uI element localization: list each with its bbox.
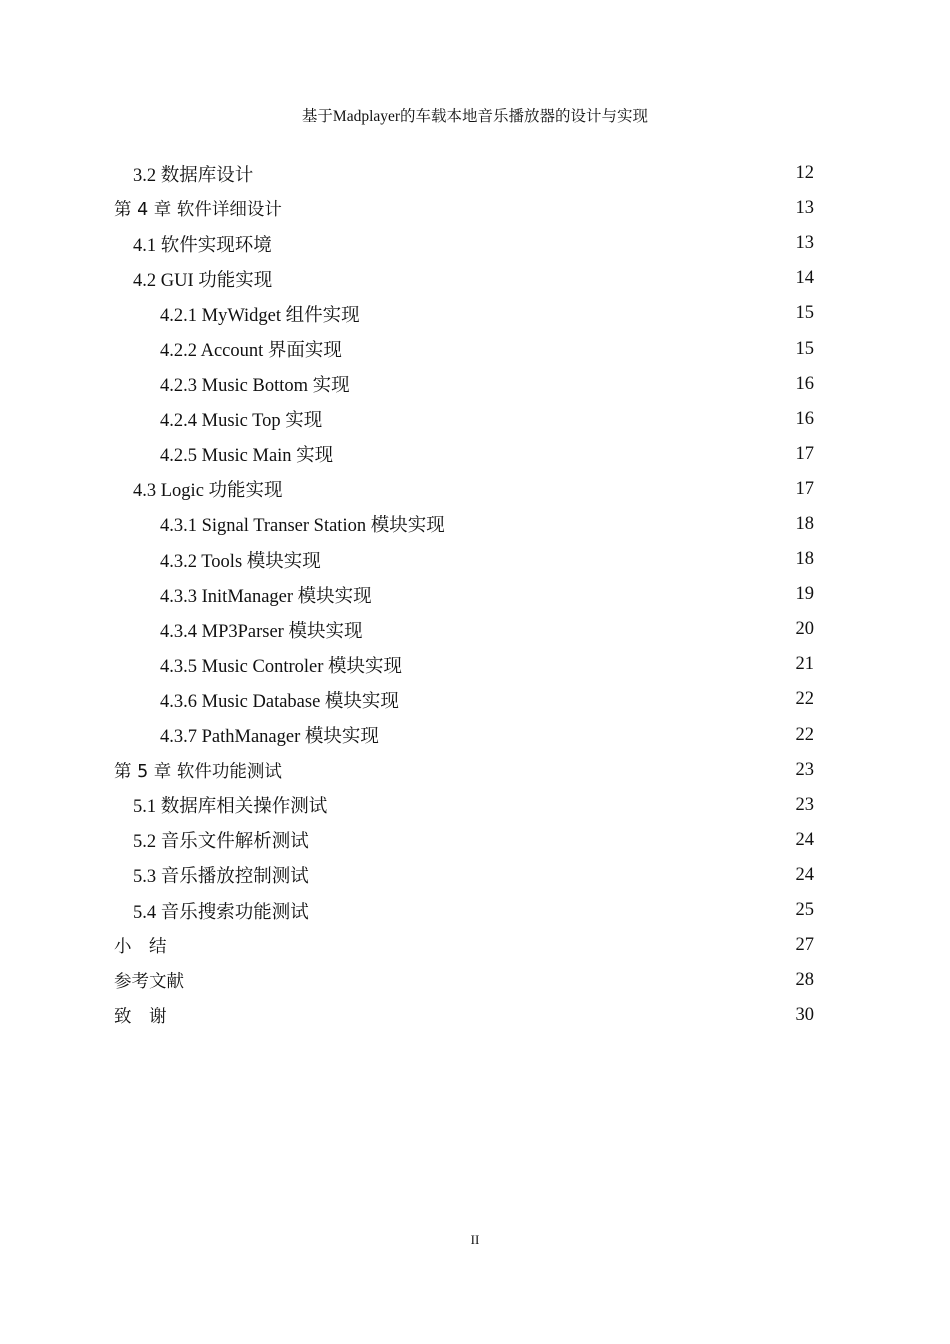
toc-entry[interactable]: [114, 788, 814, 823]
toc-entry-title: 5.3 音乐播放控制测试: [133, 867, 309, 888]
toc-entry[interactable]: [114, 472, 814, 507]
toc-entry-title: 4.3.4 MP3Parser 模块实现: [160, 621, 363, 642]
toc-entry[interactable]: [114, 647, 814, 682]
toc-entry[interactable]: [114, 367, 814, 402]
toc-entry-title: 4.2.2 Account 界面实现: [160, 341, 342, 362]
toc-entry[interactable]: [114, 893, 814, 928]
toc-entry-page: 13: [795, 198, 814, 219]
toc-entry-title: 4.3.5 Music Controler 模块实现: [160, 656, 403, 677]
toc-entry[interactable]: [114, 682, 814, 717]
toc-entry-page: 17: [795, 478, 814, 499]
toc-entry[interactable]: [114, 753, 814, 788]
toc-entry-title: 4.2.1 MyWidget 组件实现: [160, 305, 360, 326]
toc-entry[interactable]: [114, 577, 814, 612]
table-of-contents: [114, 156, 814, 1033]
toc-entry-title: 5.1 数据库相关操作测试: [133, 797, 328, 818]
toc-entry[interactable]: [114, 331, 814, 366]
toc-entry[interactable]: [114, 296, 814, 331]
toc-entry-page: 30: [795, 1005, 814, 1026]
toc-entry[interactable]: [114, 963, 814, 998]
toc-entry-title: 4.3.1 Signal Transer Station 模块实现: [160, 516, 445, 537]
toc-entry-page: 23: [795, 794, 814, 815]
toc-entry-page: 15: [795, 303, 814, 324]
toc-entry-title: 4.3.3 InitManager 模块实现: [160, 586, 372, 607]
toc-entry-page: 16: [795, 408, 814, 429]
toc-entry[interactable]: [114, 437, 814, 472]
toc-entry-page: 20: [795, 619, 814, 640]
toc-entry-page: 21: [795, 654, 814, 675]
toc-entry-title: 4.2.3 Music Bottom 实现: [160, 376, 350, 397]
toc-entry[interactable]: [114, 542, 814, 577]
toc-entry-title: 4.2.4 Music Top 实现: [160, 411, 323, 432]
toc-entry-page: 24: [795, 829, 814, 850]
toc-entry-title: 4.2.5 Music Main 实现: [160, 446, 334, 467]
toc-entry[interactable]: [114, 156, 814, 191]
toc-entry-page: 13: [795, 233, 814, 254]
toc-entry-page: 25: [795, 900, 814, 921]
toc-entry-page: 22: [795, 724, 814, 745]
toc-entry-title: 第 5 章 软件功能测试: [114, 761, 282, 782]
toc-entry[interactable]: [114, 612, 814, 647]
toc-entry-title: 4.3.7 PathManager 模块实现: [160, 727, 379, 748]
toc-entry[interactable]: [114, 191, 814, 226]
toc-entry-title: 致 谢: [114, 1007, 167, 1028]
toc-entry-title: 参考文献: [114, 972, 184, 993]
toc-entry-title: 4.3.6 Music Database 模块实现: [160, 691, 399, 712]
toc-entry[interactable]: [114, 402, 814, 437]
toc-entry-title: 5.2 音乐文件解析测试: [133, 832, 309, 853]
toc-entry[interactable]: [114, 261, 814, 296]
toc-entry-page: 18: [795, 513, 814, 534]
toc-entry-page: 17: [795, 443, 814, 464]
toc-entry-title: 第 4 章 软件详细设计: [114, 200, 282, 221]
toc-entry-title: 4.3.2 Tools 模块实现: [160, 551, 321, 572]
toc-entry-page: 24: [795, 864, 814, 885]
toc-entry-title: 5.4 音乐搜索功能测试: [133, 902, 309, 923]
toc-entry-page: 15: [795, 338, 814, 359]
toc-entry-title: 4.2 GUI 功能实现: [133, 270, 273, 291]
toc-entry-title: 4.1 软件实现环境: [133, 235, 272, 256]
page-number: II: [470, 1232, 480, 1247]
toc-entry[interactable]: [114, 998, 814, 1033]
toc-entry-page: 19: [795, 584, 814, 605]
toc-entry-page: 18: [795, 549, 814, 570]
running-header: 基于Madplayer的车载本地音乐播放器的设计与实现: [301, 108, 649, 125]
toc-entry-title: 3.2 数据库设计: [133, 165, 254, 186]
toc-entry[interactable]: [114, 226, 814, 261]
toc-entry-title: 小 结: [114, 937, 167, 958]
toc-entry-page: 27: [795, 935, 814, 956]
toc-entry[interactable]: [114, 507, 814, 542]
toc-entry-page: 28: [795, 970, 814, 991]
toc-entry-title: 4.3 Logic 功能实现: [133, 481, 283, 502]
toc-entry-page: 16: [795, 373, 814, 394]
toc-entry[interactable]: [114, 823, 814, 858]
toc-entry[interactable]: [114, 718, 814, 753]
toc-entry-page: 14: [795, 268, 814, 289]
toc-entry-page: 23: [795, 759, 814, 780]
toc-entry[interactable]: [114, 928, 814, 963]
toc-entry-page: 22: [795, 689, 814, 710]
toc-entry[interactable]: [114, 858, 814, 893]
toc-entry-page: 12: [795, 163, 814, 184]
